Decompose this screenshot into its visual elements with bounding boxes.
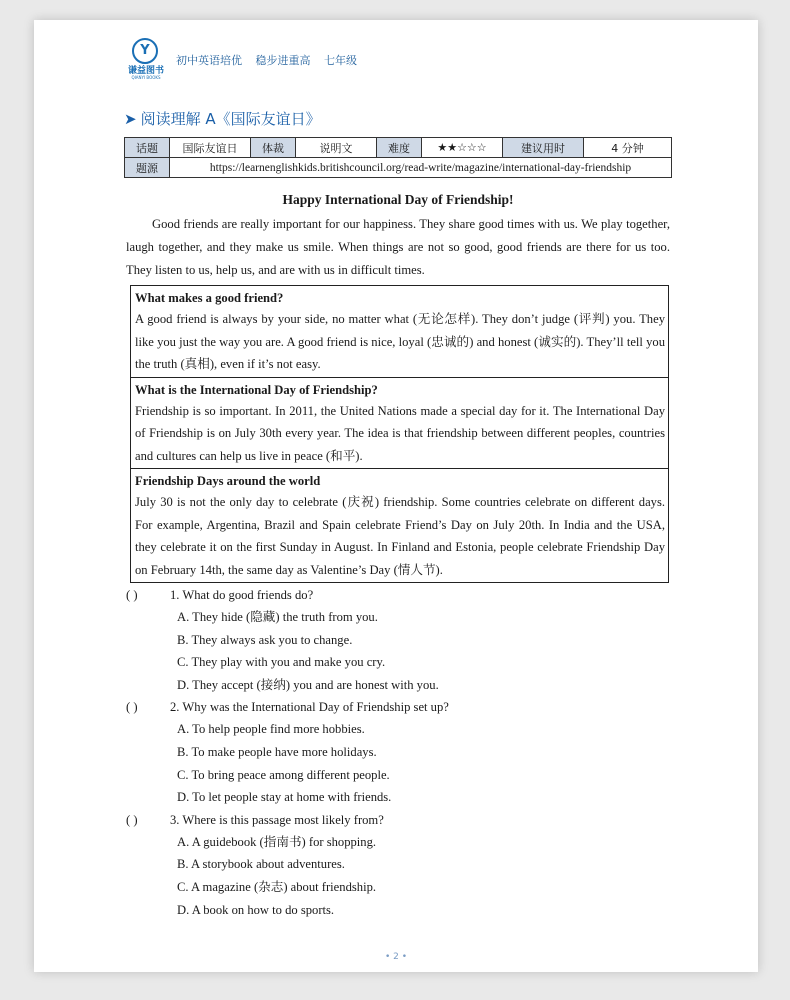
answer-option: A. To help people find more hobbies.	[177, 722, 365, 737]
answer-option: C. A magazine (杂志) about friendship.	[177, 879, 377, 894]
info-table	[124, 137, 672, 178]
info-box	[130, 285, 669, 583]
box-section-body: July 30 is not the only day to celebrate (庆祝) friendship. Some countries celebrate on different days. For example, Argentina, Brazil and Spain celebrate Friend’s Day on July 20th. In India and the USA, they celebrate it on the first Sunday in August. In Finland and Estonia, people celebrate Friendship Day on February 14th, the same day as Valentine’s Day (情人节).	[135, 495, 665, 577]
answer-blank[interactable]: ( )	[126, 588, 138, 602]
box-section	[131, 377, 668, 469]
info-row	[125, 138, 672, 158]
source-url: https://learnenglishkids.britishcouncil.org/read-write/magazine/international-day-friendship	[170, 158, 672, 178]
box-section	[131, 468, 668, 582]
answer-option: D. They accept (接纳) you and are honest with you.	[177, 677, 439, 692]
answer-option: A. They hide (隐藏) the truth from you.	[177, 610, 378, 624]
answer-blank[interactable]: ( )	[126, 700, 138, 715]
answer-option: A. A guidebook (指南书) for shopping.	[177, 834, 377, 849]
box-section-heading: Friendship Days around the world	[135, 474, 321, 488]
time-label: 建议用时	[503, 138, 584, 158]
genre-value: 说明文	[296, 138, 377, 158]
answer-option: C. To bring peace among different people.	[177, 767, 390, 782]
series-slogan: 稳步进重高	[255, 54, 311, 67]
answer-option: B. A storybook about adventures.	[177, 857, 345, 872]
source-label: 题源	[125, 158, 170, 178]
answer-option: D. A book on how to do sports.	[177, 902, 335, 917]
grade-label: 七年级	[324, 54, 357, 67]
qianyi-logo-icon: Y	[132, 38, 158, 64]
question-text: 1. What do good friends do?	[170, 588, 314, 602]
box-section-body: Friendship is so important. In 2011, the United Nations made a special day for it. The International Day of Friendship is on July 30th every year. The idea is that friendship between different peoples, countries and cultures can help us live in peace (和平).	[135, 403, 665, 463]
box-section-heading: What is the International Day of Friendship?	[135, 382, 378, 397]
question-text: 2. Why was the International Day of Friendship set up?	[170, 700, 449, 715]
time-value: 4 分钟	[584, 138, 672, 158]
question-list	[126, 584, 686, 921]
source-row	[125, 158, 672, 178]
answer-option: D. To let people stay at home with friends.	[177, 790, 392, 805]
article-intro: Good friends are really important for our happiness. They share good times with us. We play together, laugh together, and they make us smile. When things are not so good, good friends are there for us too. They listen to us, help us, and are with us in difficult times.	[126, 217, 670, 277]
answer-option: C. They play with you and make you cry.	[177, 655, 386, 670]
question	[126, 809, 686, 921]
header-series-text	[176, 52, 367, 68]
question-stem	[126, 584, 686, 606]
page-number: • 2 •	[384, 952, 408, 962]
series-name: 初中英语培优	[176, 54, 242, 67]
document-page	[34, 20, 758, 972]
question-stem	[126, 696, 686, 718]
answer-option: B. To make people have more holidays.	[177, 744, 377, 759]
topic-label: 话题	[125, 138, 170, 158]
answer-option: B. They always ask you to change.	[177, 632, 353, 647]
topic-value: 国际友谊日	[170, 138, 251, 158]
arrow-icon: ➤	[124, 110, 137, 128]
box-section-heading: What makes a good friend?	[135, 291, 284, 305]
difficulty-label: 难度	[377, 138, 422, 158]
section-title	[124, 108, 321, 129]
difficulty-value: ★★☆☆☆	[422, 138, 503, 158]
answer-blank[interactable]: ( )	[126, 812, 138, 827]
genre-label: 体裁	[251, 138, 296, 158]
question-text: 3. Where is this passage most likely from?	[170, 812, 384, 827]
question	[126, 584, 686, 696]
question-stem	[126, 809, 686, 831]
question	[126, 696, 686, 808]
brand-en: QIANYI BOOKS	[131, 75, 161, 80]
article-title: Happy International Day of Friendship!	[282, 192, 514, 207]
brand-cn: 谦益图书	[127, 66, 164, 76]
publisher-logo	[124, 38, 164, 80]
box-section	[131, 286, 668, 377]
section-title-text: 阅读理解 A《国际友谊日》	[140, 110, 321, 128]
box-section-body: A good friend is always by your side, no matter what (无论怎样). They don’t judge (评判) you. They like you just the way you are. A good friend is nice, loyal (忠诚的) and honest (诚实的). They’ll tell you the truth (真相), even if it’s not easy.	[135, 312, 665, 371]
